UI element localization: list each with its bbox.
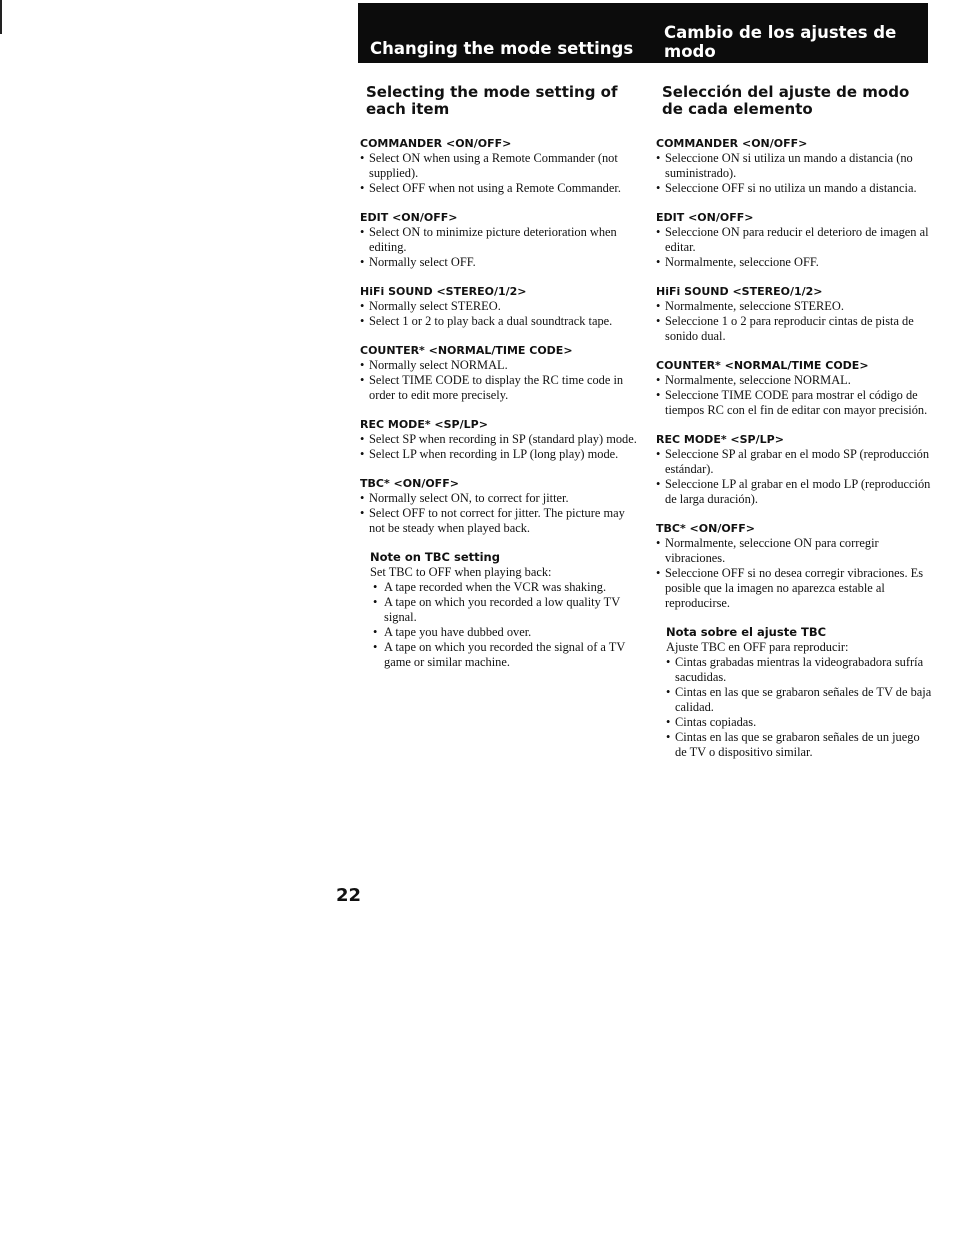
list-item: • Seleccione OFF si no desea corregir vibraciones. Es posible que la imagen no aparezca estable al reproducirse. <box>656 566 934 611</box>
note-heading: Note on TBC setting <box>370 550 500 564</box>
list-item: • Select OFF when not using a Remote Commander. <box>360 181 638 196</box>
setting-heading: EDIT <ON/OFF> <box>360 211 458 224</box>
setting-commander-es <box>656 136 934 196</box>
column-english <box>360 84 638 670</box>
header-title-en: Changing the mode settings <box>370 39 634 58</box>
list-item: • A tape you have dubbed over. <box>370 625 638 640</box>
list-item: • A tape on which you recorded the signal of a TV game or similar machine. <box>370 640 638 670</box>
list-item: • Cintas copiadas. <box>666 715 934 730</box>
list-item: • Seleccione 1 o 2 para reproducir cintas de pista de sonido dual. <box>656 314 934 344</box>
setting-hifi-sound-en <box>360 284 638 329</box>
setting-heading: REC MODE* <SP/LP> <box>360 418 488 431</box>
setting-heading: COMMANDER <ON/OFF> <box>656 137 808 150</box>
list-item: • Normalmente, seleccione STEREO. <box>656 299 934 314</box>
note-heading: Nota sobre el ajuste TBC <box>666 625 827 639</box>
list-item: • Select 1 or 2 to play back a dual soundtrack tape. <box>360 314 638 329</box>
page-number: 22 <box>336 885 362 906</box>
setting-rec-mode-es <box>656 432 934 507</box>
setting-heading: COMMANDER <ON/OFF> <box>360 137 512 150</box>
setting-heading: TBC* <ON/OFF> <box>360 477 459 490</box>
note-tbc-es <box>656 625 934 760</box>
column-spanish <box>656 84 934 760</box>
setting-edit-es <box>656 210 934 270</box>
setting-heading: COUNTER* <NORMAL/TIME CODE> <box>360 344 573 357</box>
setting-heading: EDIT <ON/OFF> <box>656 211 754 224</box>
list-item: • Seleccione TIME CODE para mostrar el código de tiempos RC con el fin de editar con mayor precisión. <box>656 388 934 418</box>
list-item: • Normalmente, seleccione NORMAL. <box>656 373 934 388</box>
page-edge-rule <box>0 0 2 34</box>
list-item: • Select ON when using a Remote Commander (not supplied). <box>360 151 638 181</box>
list-item: • Normally select OFF. <box>360 255 638 270</box>
setting-heading: HiFi SOUND <STEREO/1/2> <box>656 285 823 298</box>
header-bar <box>358 3 928 63</box>
list-item: • Cintas grabadas mientras la videograbadora sufría sacudidas. <box>666 655 934 685</box>
list-item: • Normally select STEREO. <box>360 299 638 314</box>
list-item: • Seleccione ON si utiliza un mando a distancia (no suministrado). <box>656 151 934 181</box>
section-title-es: Selección del ajuste de modo de cada elemento <box>662 83 910 118</box>
setting-tbc-en <box>360 476 638 536</box>
setting-rec-mode-en <box>360 417 638 462</box>
note-tbc-en <box>360 550 638 670</box>
list-item: • A tape on which you recorded a low quality TV signal. <box>370 595 638 625</box>
list-item: • Select LP when recording in LP (long play) mode. <box>360 447 638 462</box>
note-intro: Ajuste TBC en OFF para reproducir: <box>666 640 849 654</box>
setting-heading: REC MODE* <SP/LP> <box>656 433 784 446</box>
setting-hifi-sound-es <box>656 284 934 344</box>
section-title-en: Selecting the mode setting of each item <box>366 83 618 118</box>
setting-counter-en <box>360 343 638 403</box>
list-item: • Normalmente, seleccione ON para corregir vibraciones. <box>656 536 934 566</box>
note-intro: Set TBC to OFF when playing back: <box>370 565 552 579</box>
setting-counter-es <box>656 358 934 418</box>
list-item: • A tape recorded when the VCR was shaking. <box>370 580 638 595</box>
setting-heading: COUNTER* <NORMAL/TIME CODE> <box>656 359 869 372</box>
list-item: • Normally select ON, to correct for jitter. <box>360 491 638 506</box>
list-item: • Seleccione OFF si no utiliza un mando a distancia. <box>656 181 934 196</box>
setting-heading: HiFi SOUND <STEREO/1/2> <box>360 285 527 298</box>
setting-tbc-es <box>656 521 934 611</box>
list-item: • Seleccione LP al grabar en el modo LP (reproducción de larga duración). <box>656 477 934 507</box>
list-item: • Select ON to minimize picture deterioration when editing. <box>360 225 638 255</box>
setting-edit-en <box>360 210 638 270</box>
header-title-es: Cambio de los ajustes de modo <box>664 23 897 61</box>
list-item: • Cintas en las que se grabaron señales de TV de baja calidad. <box>666 685 934 715</box>
list-item: • Select OFF to not correct for jitter. The picture may not be steady when played back. <box>360 506 638 536</box>
setting-heading: TBC* <ON/OFF> <box>656 522 755 535</box>
list-item: • Select TIME CODE to display the RC time code in order to edit more precisely. <box>360 373 638 403</box>
list-item: • Seleccione SP al grabar en el modo SP (reproducción estándar). <box>656 447 934 477</box>
list-item: • Select SP when recording in SP (standard play) mode. <box>360 432 638 447</box>
list-item: • Normalmente, seleccione OFF. <box>656 255 934 270</box>
list-item: • Cintas en las que se grabaron señales de un juego de TV o dispositivo similar. <box>666 730 934 760</box>
setting-commander-en <box>360 136 638 196</box>
list-item: • Normally select NORMAL. <box>360 358 638 373</box>
list-item: • Seleccione ON para reducir el deterioro de imagen al editar. <box>656 225 934 255</box>
